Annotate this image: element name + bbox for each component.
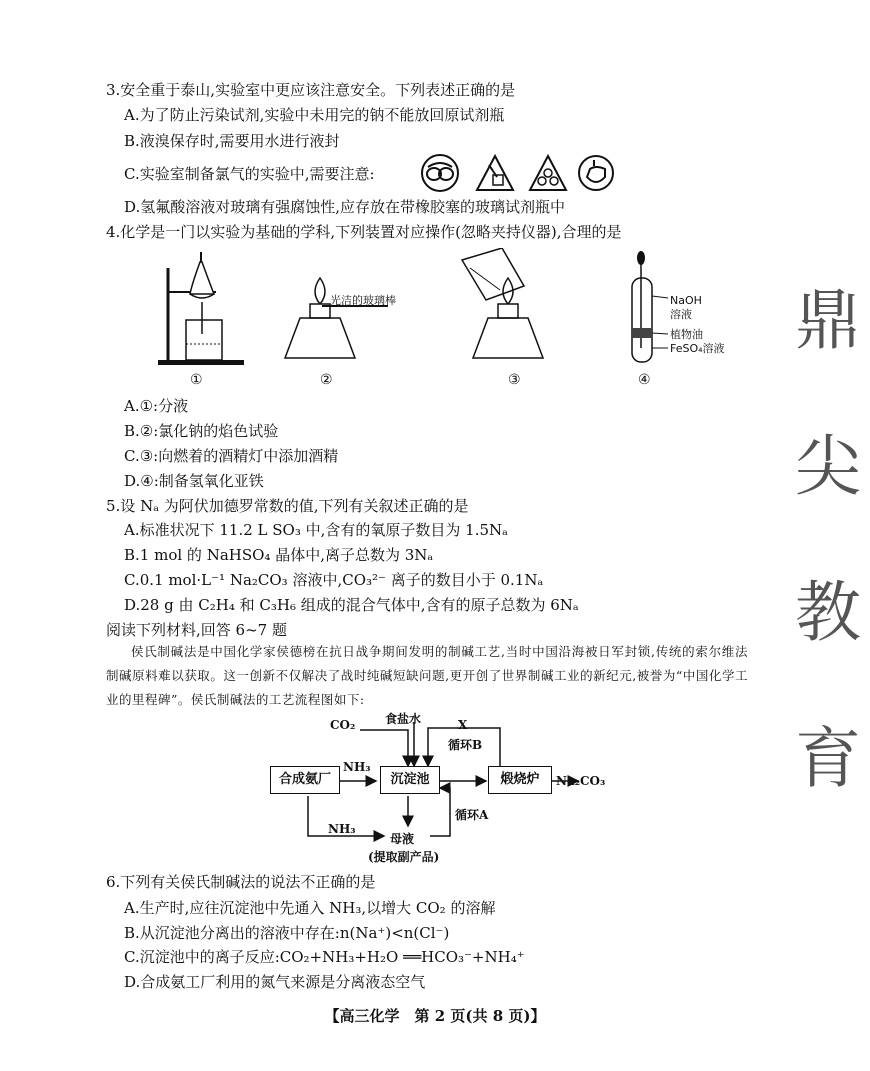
- reading-text: 侯氏制碱法是中国化学家侯德榜在抗日战争期间发明的制碱工艺,当时中国沿海被日军封锁,传统的索尔维法制碱原料难以获取。这一创新不仅解决了战时纯碱短缺问题,更开创了世界制碱工业的新纪元,被誉为“中国化学工业的里程碑”。侯氏制碱法的工艺流程图如下:: [106, 644, 748, 707]
- safety-icons: [420, 153, 620, 195]
- q6-option-b: B.从沉淀池分离出的溶液中存在:n(Na⁺)<n(Cl⁻): [124, 924, 450, 942]
- watermark-char-1: 鼎: [795, 282, 861, 359]
- mother-liquor-label: 母液: [390, 832, 415, 846]
- x-label: X: [458, 718, 468, 732]
- q5-stem: 5.设 Nₐ 为阿伏加德罗常数的值,下列有关叙述正确的是: [106, 497, 469, 515]
- q6-option-c: C.沉淀池中的离子反应:CO₂+NH₃+H₂O ══HCO₃⁻+NH₄⁺: [124, 948, 525, 966]
- brine-label: 食盐水: [385, 712, 422, 726]
- reading-title: 阅读下列材料,回答 6~7 题: [106, 621, 287, 639]
- q5-option-a: A.标准状况下 11.2 L SO₃ 中,含有的氧原子数目为 1.5Nₐ: [124, 521, 508, 539]
- q4-option-b: B.②:氯化钠的焰色试验: [124, 422, 279, 440]
- q4-apparatus: [150, 248, 730, 388]
- goggles-icon: [422, 155, 458, 191]
- co2-label: CO₂: [330, 718, 356, 732]
- q3-option-b: B.液溴保存时,需要用水进行液封: [124, 132, 340, 150]
- q3-option-c: [124, 164, 375, 184]
- watermark-char-4: 育: [795, 720, 861, 797]
- q6-stem: 6.下列有关侯氏制碱法的说法不正确的是: [106, 873, 376, 891]
- cycle-a-label: 循环A: [455, 808, 489, 822]
- byproduct-label: (提取副产品): [368, 850, 440, 864]
- na2co3-label: Na₂CO₃: [556, 774, 606, 788]
- wash-hands-icon: [579, 156, 613, 190]
- toxic-icon: [477, 156, 513, 190]
- ventilation-icon: [530, 156, 566, 190]
- q3-option-c-text: C.实验室制备氯气的实验中,需要注意:: [124, 165, 375, 183]
- separatory-funnel-apparatus: [158, 252, 244, 365]
- rod-label: 光洁的玻璃棒: [330, 294, 396, 307]
- q4-stem: 4.化学是一门以实验为基础的学科,下列装置对应操作(忽略夹持仪器),合理的是: [106, 223, 622, 241]
- solution-label: 溶液: [670, 308, 692, 321]
- q4-option-c: C.③:向燃着的酒精灯中添加酒精: [124, 447, 339, 465]
- q3-option-d: D.氢氟酸溶液对玻璃有强腐蚀性,应存放在带橡胶塞的玻璃试剂瓶中: [124, 198, 566, 216]
- apparatus-mark-3: ③: [508, 372, 521, 388]
- flame-test-apparatus: [285, 278, 396, 358]
- page-footer: 【高三化学 第 2 页(共 8 页)】: [324, 1007, 546, 1025]
- naoh-label: NaOH: [670, 294, 702, 307]
- ferrous-hydroxide-apparatus: [632, 251, 725, 362]
- q4-option-d: D.④:制备氢氧化亚铁: [124, 472, 264, 490]
- q5-option-d: D.28 g 由 C₂H₄ 和 C₃H₆ 组成的混合气体中,含有的原子总数为 6Nₐ: [124, 596, 579, 614]
- apparatus-mark-2: ②: [320, 372, 333, 388]
- q3-option-a: A.为了防止污染试剂,实验中未用完的钠不能放回原试剂瓶: [124, 106, 505, 124]
- apparatus-mark-4: ④: [638, 372, 651, 388]
- nh3-top-label: NH₃: [343, 760, 371, 774]
- watermark-char-2: 尖: [795, 428, 861, 505]
- q6-option-d: D.合成氨工厂利用的氮气来源是分离液态空气: [124, 973, 426, 991]
- ammonia-plant-box: 合成氨厂: [270, 766, 340, 794]
- watermark-char-3: 教: [795, 574, 861, 651]
- oil-label: 植物油: [670, 328, 703, 341]
- q6-option-a: A.生产时,应往沉淀池中先通入 NH₃,以增大 CO₂ 的溶解: [124, 899, 496, 917]
- nh3-bottom-label: NH₃: [328, 822, 356, 836]
- q5-option-b: B.1 mol 的 NaHSO₄ 晶体中,离子总数为 3Nₐ: [124, 546, 434, 564]
- q5-option-c: C.0.1 mol·L⁻¹ Na₂CO₃ 溶液中,CO₃²⁻ 离子的数目小于 0.1Nₐ: [124, 571, 544, 589]
- q4-option-a: A.①:分液: [124, 397, 189, 415]
- precipitation-pool-box: 沉淀池: [380, 766, 440, 794]
- q3-stem: 3.安全重于泰山,实验室中更应该注意安全。下列表述正确的是: [106, 81, 516, 99]
- apparatus-mark-1: ①: [190, 372, 203, 388]
- cycle-b-label: 循环B: [448, 738, 483, 752]
- feso4-label: FeSO₄溶液: [670, 342, 725, 355]
- adding-alcohol-apparatus: [462, 248, 543, 358]
- calcination-furnace-box: 煅烧炉: [488, 766, 552, 794]
